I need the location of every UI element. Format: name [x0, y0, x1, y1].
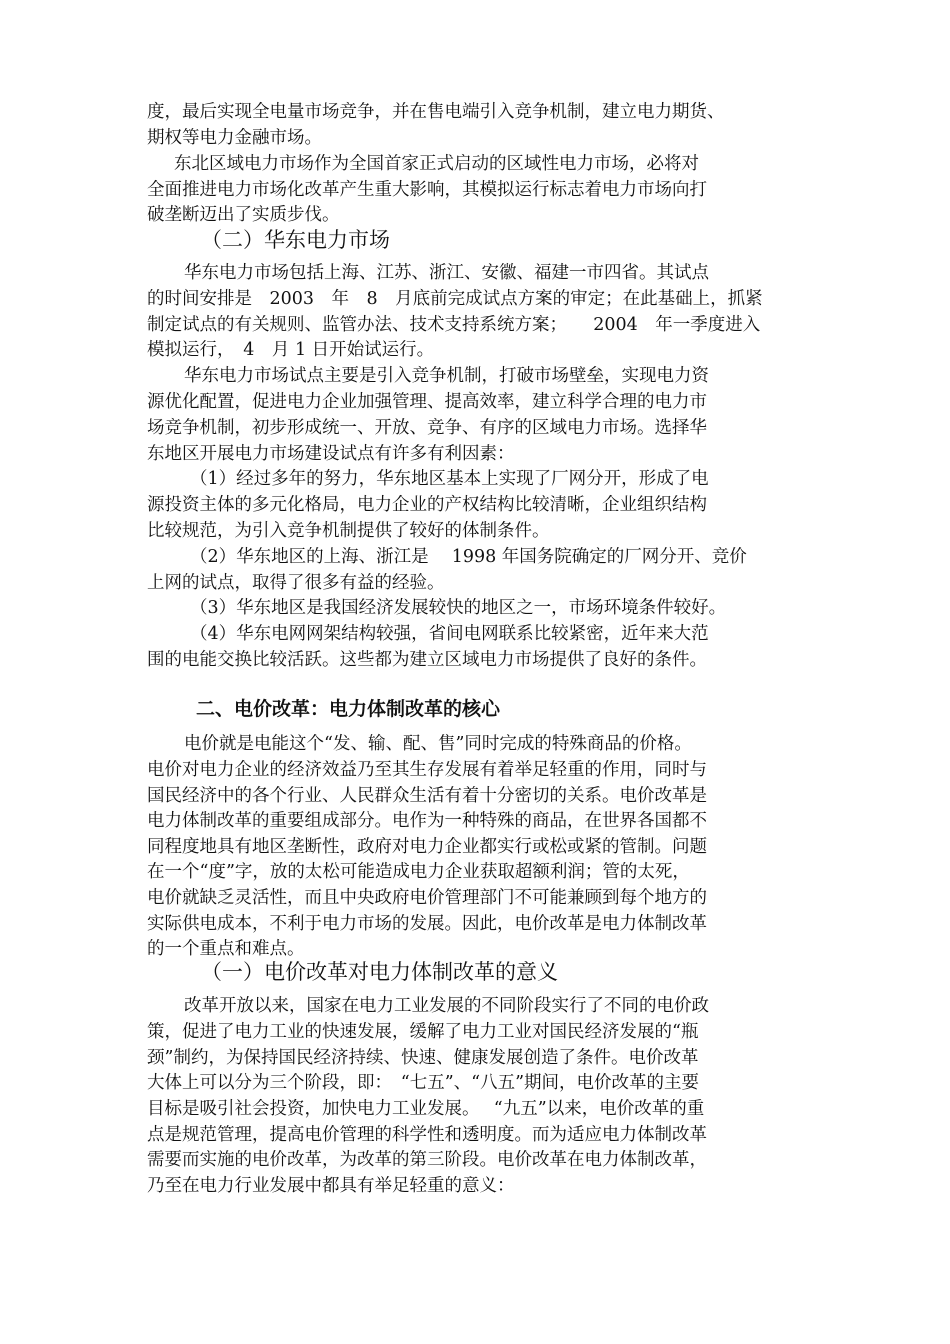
- text-line: 比较规范，为引入竞争机制提供了较好的体制条件。: [147, 521, 550, 541]
- section-heading-price-reform: 二、电价改革：电力体制改革的核心: [196, 698, 501, 720]
- text-line: （4）华东电网网架结构较强，省间电网联系比较紧密，近年来大范: [190, 624, 709, 644]
- text-line: 电价就是电能这个“发、输、配、售”同时完成的特殊商品的价格。: [184, 734, 692, 754]
- text-line: 目标是吸引社会投资，加快电力工业发展。 “九五”以来，电价改革的重: [147, 1099, 705, 1119]
- text-line: （2）华东地区的上海、浙江是 1998 年国务院确定的厂网分开、竞价: [190, 547, 747, 567]
- text-line: 点是规范管理，提高电价管理的科学性和透明度。而为适应电力体制改革: [147, 1125, 707, 1145]
- text-line: 上网的试点，取得了很多有益的经验。: [147, 573, 445, 593]
- text-line: 颈”制约，为保持国民经济持续、快速、健康发展创造了条件。电价改革: [147, 1048, 699, 1068]
- text-line: 改革开放以来，国家在电力工业发展的不同阶段实行了不同的电价政: [184, 996, 709, 1016]
- section-heading-significance: （一）电价改革对电力体制改革的意义: [201, 960, 558, 984]
- text-line: 度，最后实现全电量市场竞争，并在售电端引入竞争机制，建立电力期货、: [147, 102, 725, 122]
- text-line: 东地区开展电力市场建设试点有许多有利因素：: [147, 444, 515, 464]
- text-line: （3）华东地区是我国经济发展较快的地区之一，市场环境条件较好。: [190, 598, 727, 618]
- text-line: 同程度地具有地区垄断性，政府对电力企业都实行或松或紧的管制。问题: [147, 837, 707, 857]
- text-line: 源优化配置，促进电力企业加强管理、提高效率，建立科学合理的电力市: [147, 392, 707, 412]
- text-line: （1）经过多年的努力，华东地区基本上实现了厂网分开，形成了电: [190, 469, 709, 489]
- section-heading-east-china-market: （二）华东电力市场: [201, 228, 390, 252]
- text-line: 源投资主体的多元化格局，电力企业的产权结构比较清晰，企业组织结构: [147, 495, 707, 515]
- text-line: 期权等电力金融市场。: [147, 128, 322, 148]
- text-line: 的一个重点和难点。: [147, 939, 305, 959]
- text-line: 电价对电力企业的经济效益乃至其生存发展有着举足轻重的作用，同时与: [147, 760, 707, 780]
- text-line: 模拟运行， 4 月 1 日开始试运行。: [147, 340, 435, 360]
- text-line: 在一个“度”字，放的太松可能造成电力企业获取超额利润；管的太死，: [147, 862, 690, 882]
- text-line: 乃至在电力行业发展中都具有举足轻重的意义：: [147, 1176, 515, 1196]
- text-line: 场竞争机制，初步形成统一、开放、竞争、有序的区域电力市场。选择华: [147, 418, 707, 438]
- text-line: 电力体制改革的重要组成部分。电作为一种特殊的商品，在世界各国都不: [147, 811, 707, 831]
- text-line: 的时间安排是 2003 年 8 月底前完成试点方案的审定；在此基础上，抓紧: [147, 289, 763, 309]
- text-line: 制定试点的有关规则、监管办法、技术支持系统方案； 2004 年一季度进入: [147, 315, 761, 335]
- text-line: 围的电能交换比较活跃。这些都为建立区域电力市场提供了良好的条件。: [147, 650, 707, 670]
- text-line: 东北区域电力市场作为全国首家正式启动的区域性电力市场，必将对: [174, 154, 699, 174]
- text-line: 华东电力市场试点主要是引入竞争机制，打破市场壁垒，实现电力资: [184, 366, 709, 386]
- text-line: 策，促进了电力工业的快速发展，缓解了电力工业对国民经济发展的“瓶: [147, 1022, 699, 1042]
- text-line: 实际供电成本，不利于电力市场的发展。因此，电价改革是电力体制改革: [147, 914, 707, 934]
- text-line: 破垄断迈出了实质步伐。: [147, 205, 340, 225]
- text-line: 华东电力市场包括上海、江苏、浙江、安徽、福建一市四省。其试点: [184, 263, 709, 283]
- text-line: 需要而实施的电价改革，为改革的第三阶段。电价改革在电力体制改革，: [147, 1150, 707, 1170]
- text-line: 全面推进电力市场化改革产生重大影响，其模拟运行标志着电力市场向打: [147, 180, 707, 200]
- text-line: 电价就缺乏灵活性，而且中央政府电价管理部门不可能兼顾到每个地方的: [147, 888, 707, 908]
- text-line: 大体上可以分为三个阶段，即： “七五”、“八五”期间，电价改革的主要: [147, 1073, 700, 1093]
- text-line: 国民经济中的各个行业、人民群众生活有着十分密切的关系。电价改革是: [147, 786, 707, 806]
